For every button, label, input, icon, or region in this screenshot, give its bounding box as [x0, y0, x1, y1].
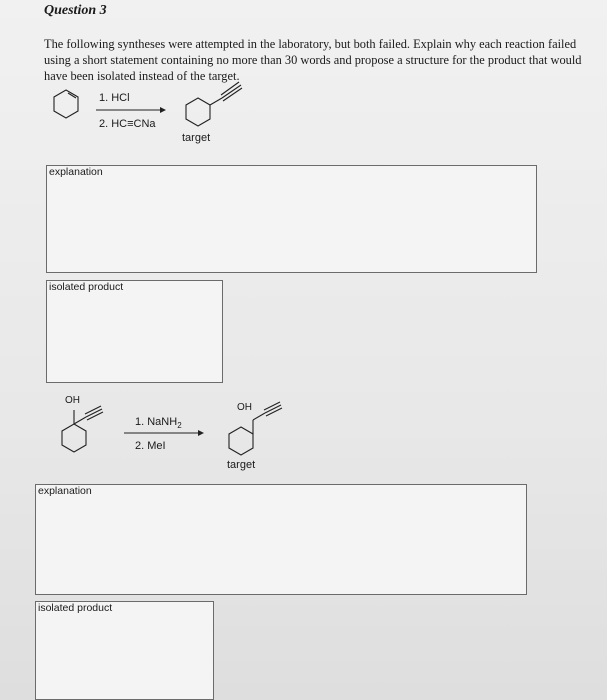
reagent-sodium-acetylide: 2. HC≡CNa [99, 118, 156, 130]
oh-label-start: OH [65, 395, 80, 406]
explanation-label-2: explanation [38, 485, 92, 497]
target-label-2: target [227, 459, 256, 471]
explanation-label-1: explanation [49, 166, 103, 178]
reagent-hcl: 1. HCl [99, 92, 130, 104]
isolated-product-label-1: isolated product [49, 281, 124, 293]
explanation-box-2[interactable] [35, 484, 527, 595]
question-title: Question 3 [44, 3, 107, 18]
question-instructions: The following syntheses were attempted in the laboratory, but both failed. Explain why each reaction failed using a short statement containing no more than 30 words and propose a structure for the product that would have been isolated instead of the target. [44, 37, 582, 83]
target-label-1: target [182, 132, 211, 144]
reagent-sodium-amide: 1. NaNH$_2$ [135, 416, 182, 431]
reagent-methyl-iodide: 2. MeI [135, 440, 166, 452]
isolated-product-label-2: isolated product [38, 602, 113, 614]
oh-label-target: OH [237, 402, 252, 413]
isolated-product-box-2[interactable] [35, 601, 214, 700]
